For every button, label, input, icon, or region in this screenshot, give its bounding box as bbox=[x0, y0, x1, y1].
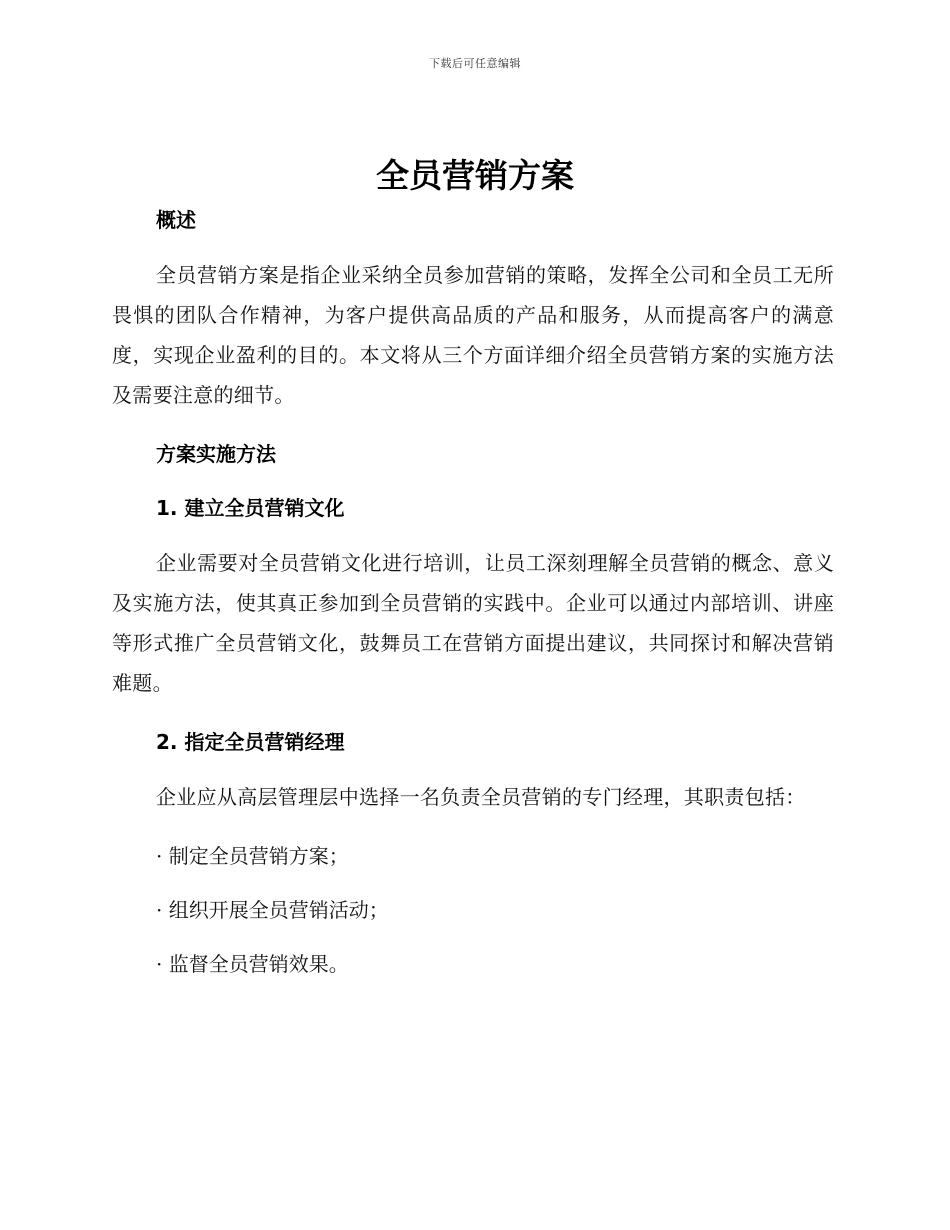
document-title: 全员营销方案 bbox=[376, 156, 574, 195]
heading-method-1: 1. 建立全员营销文化 bbox=[156, 496, 345, 520]
bullet-item: · 监督全员营销效果。 bbox=[156, 952, 349, 976]
header-note: 下载后可任意编辑 bbox=[429, 57, 521, 70]
heading-methods: 方案实施方法 bbox=[156, 442, 276, 466]
paragraph-method-1: 企业需要对全员营销文化进行培训，让员工深刻理解全员营销的概念、意义及实施方法，使其真正参加到全员营销的实践中。企业可以通过内部培训、讲座等形式推广全员营销文化，鼓舞员工在营销方面提出建议，共同探讨和解决营销难题。 bbox=[112, 551, 834, 695]
paragraph-overview: 全员营销方案是指企业采纳全员参加营销的策略，发挥全公司和全员工无所畏惧的团队合作精神，为客户提供高品质的产品和服务，从而提高客户的满意度，实现企业盈利的目的。本文将从三个方面详细介绍全员营销方案的实施方法及需要注意的细节。 bbox=[112, 263, 834, 407]
bullet-item: · 制定全员营销方案； bbox=[156, 844, 349, 868]
paragraph-method-2: 企业应从高层管理层中选择一名负责全员营销的专门经理，其职责包括： bbox=[156, 785, 806, 809]
document-body bbox=[112, 205, 834, 979]
heading-overview: 概述 bbox=[156, 208, 196, 232]
heading-method-2: 2. 指定全员营销经理 bbox=[156, 730, 345, 754]
bullet-item: · 组织开展全员营销活动； bbox=[156, 898, 389, 922]
